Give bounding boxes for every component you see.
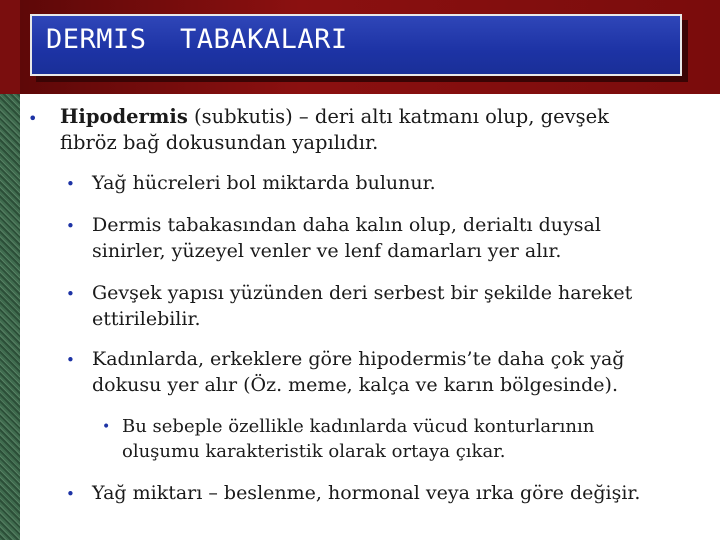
sub-sub-bullet-line2: oluşumu karakteristik olarak ortaya çıkar. <box>122 441 506 462</box>
sub-sub-bullet <box>102 414 702 464</box>
sub-bullet-line1: Dermis tabakasından daha kalın olup, derialtı duysal <box>92 214 601 236</box>
sub-bullet-line1: Gevşek yapısı yüzünden deri serbest bir şekilde hareket <box>92 282 633 304</box>
sub-bullet <box>66 170 706 196</box>
sub-bullet-line1: Yağ miktarı – beslenme, hormonal veya ırka göre değişir. <box>92 482 641 504</box>
bullet-marker: • <box>66 485 75 503</box>
bullet-marker: • <box>66 285 75 303</box>
main-bullet-rest: (subkutis) – deri altı katmanı olup, gevşek <box>187 105 609 128</box>
sub-bullet-line2: sinirler, yüzeyel venler ve lenf damarları yer alır. <box>92 240 562 262</box>
sub-bullet-line1: Kadınlarda, erkeklere göre hipodermis’te daha çok yağ <box>92 348 625 370</box>
sub-bullet <box>66 346 706 398</box>
main-bullet-line2: fibröz bağ dokusundan yapılıdır. <box>60 131 379 154</box>
bullet-marker: • <box>28 109 38 128</box>
sub-bullet-line2: dokusu yer alır (Öz. meme, kalça ve karın bölgesinde). <box>92 374 618 396</box>
main-bullet-line1 <box>28 104 708 130</box>
sub-sub-bullet-line1: Bu sebeple özellikle kadınlarda vücud konturlarının <box>122 416 595 437</box>
sub-bullet-line2: ettirilebilir. <box>92 308 201 330</box>
sub-bullet <box>66 212 706 264</box>
title-box <box>30 14 682 76</box>
main-bullet-term: Hipodermis <box>60 105 188 128</box>
bullet-marker: • <box>66 351 75 369</box>
sub-bullet-line1: Yağ hücreleri bol miktarda bulunur. <box>92 172 436 194</box>
sub-bullet <box>66 280 706 332</box>
bullet-marker: • <box>66 217 75 235</box>
bullet-marker: • <box>102 419 111 435</box>
slide-title: DERMIS TABAKALARI <box>46 24 348 55</box>
sub-bullet <box>66 480 716 506</box>
bullet-marker: • <box>66 175 75 193</box>
main-bullet <box>28 104 708 156</box>
